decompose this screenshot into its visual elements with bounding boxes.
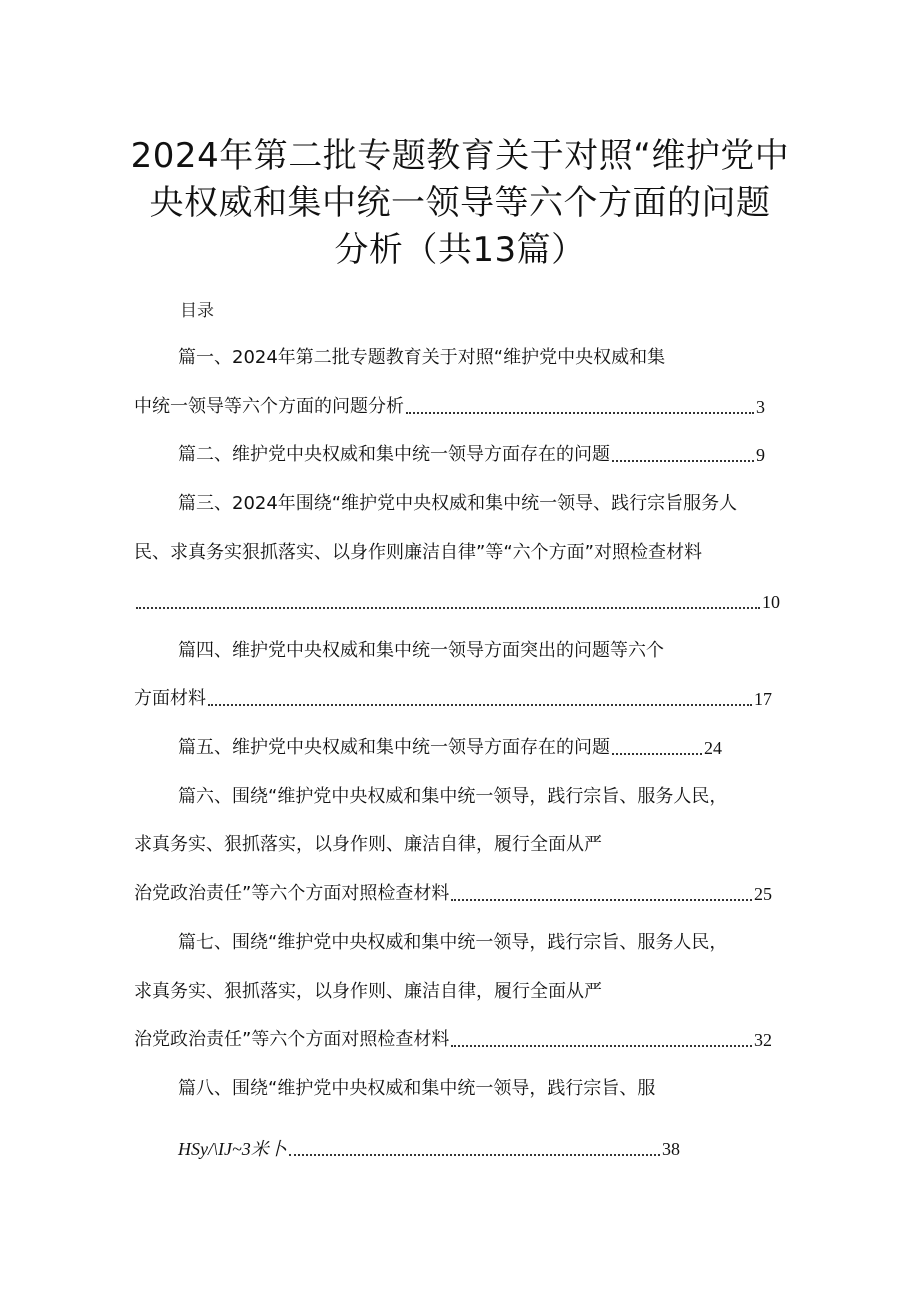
toc-entry-6-line-1: 篇六、围绕“维护党中央权威和集中统一领导，践行宗旨、服务人民， (178, 786, 728, 807)
toc-entry-7-text: 治党政治责任”等六个方面对照检查材料 (134, 1029, 450, 1050)
leader-dots (451, 1035, 752, 1047)
toc-entry-4-page: 17 (754, 689, 772, 709)
toc-entry-8-text: HSy/\IJ~3米卜 (178, 1139, 287, 1159)
toc-entry-6-text: 治党政治责任”等六个方面对照检查材料 (134, 883, 450, 904)
toc-entry-2-page: 9 (756, 445, 765, 465)
toc-entry-3-page: 10 (762, 592, 780, 612)
toc-entry-7[interactable] (134, 1027, 772, 1053)
toc-entry-8-line-1: 篇八、围绕“维护党中央权威和集中统一领导，践行宗旨、服 (178, 1078, 656, 1099)
leader-dots (612, 450, 754, 462)
toc-entry-6-page: 25 (754, 884, 772, 904)
toc-entry-2-text: 篇二、维护党中央权威和集中统一领导方面存在的问题 (178, 444, 610, 465)
document-title-line-3: 分析（共13篇） (334, 230, 586, 270)
toc-entry-5[interactable] (178, 735, 722, 761)
document-title-line-2: 央权威和集中统一领导等六个方面的问题 (149, 183, 771, 223)
toc-entry-1-page: 3 (756, 397, 765, 417)
toc-entry-2[interactable] (178, 442, 765, 468)
toc-entry-1[interactable] (134, 394, 765, 420)
leader-dots (406, 402, 754, 414)
toc-entry-3-line-2: 民、求真务实狠抓落实、以身作则廉洁自律”等“六个方面”对照检查材料 (134, 542, 702, 563)
leader-dots (289, 1144, 660, 1156)
toc-entry-7-line-2: 求真务实、狠抓落实，以身作则、廉洁自律，履行全面从严 (134, 981, 602, 1002)
document-title-line-1: 2024年第二批专题教育关于对照“维护党中 (130, 136, 790, 176)
toc-entry-4-line-1: 篇四、维护党中央权威和集中统一领导方面突出的问题等六个 (178, 640, 664, 661)
leader-dots (208, 694, 752, 706)
toc-entry-8[interactable] (178, 1136, 680, 1162)
leader-dots (451, 889, 752, 901)
toc-entry-3-line-1: 篇三、2024年围绕“维护党中央权威和集中统一领导、践行宗旨服务人 (178, 493, 738, 514)
toc-entry-4[interactable] (134, 686, 772, 712)
toc-label: 目录 (180, 301, 214, 321)
toc-entry-1-text: 中统一领导等六个方面的问题分析 (134, 396, 404, 417)
toc-entry-7-line-1: 篇七、围绕“维护党中央权威和集中统一领导，践行宗旨、服务人民， (178, 932, 728, 953)
toc-entry-3[interactable] (134, 589, 780, 615)
toc-entry-6[interactable] (134, 881, 772, 907)
leader-dots (612, 743, 702, 755)
toc-entry-8-page: 38 (662, 1139, 680, 1159)
toc-entry-5-page: 24 (704, 738, 722, 758)
leader-dots (136, 597, 760, 609)
toc-entry-1-line-1: 篇一、2024年第二批专题教育关于对照“维护党中央权威和集 (178, 347, 666, 368)
toc-entry-5-text: 篇五、维护党中央权威和集中统一领导方面存在的问题 (178, 737, 610, 758)
toc-entry-4-text: 方面材料 (134, 688, 206, 709)
toc-entry-6-line-2: 求真务实、狠抓落实，以身作则、廉洁自律，履行全面从严 (134, 834, 602, 855)
toc-entry-7-page: 32 (754, 1030, 772, 1050)
